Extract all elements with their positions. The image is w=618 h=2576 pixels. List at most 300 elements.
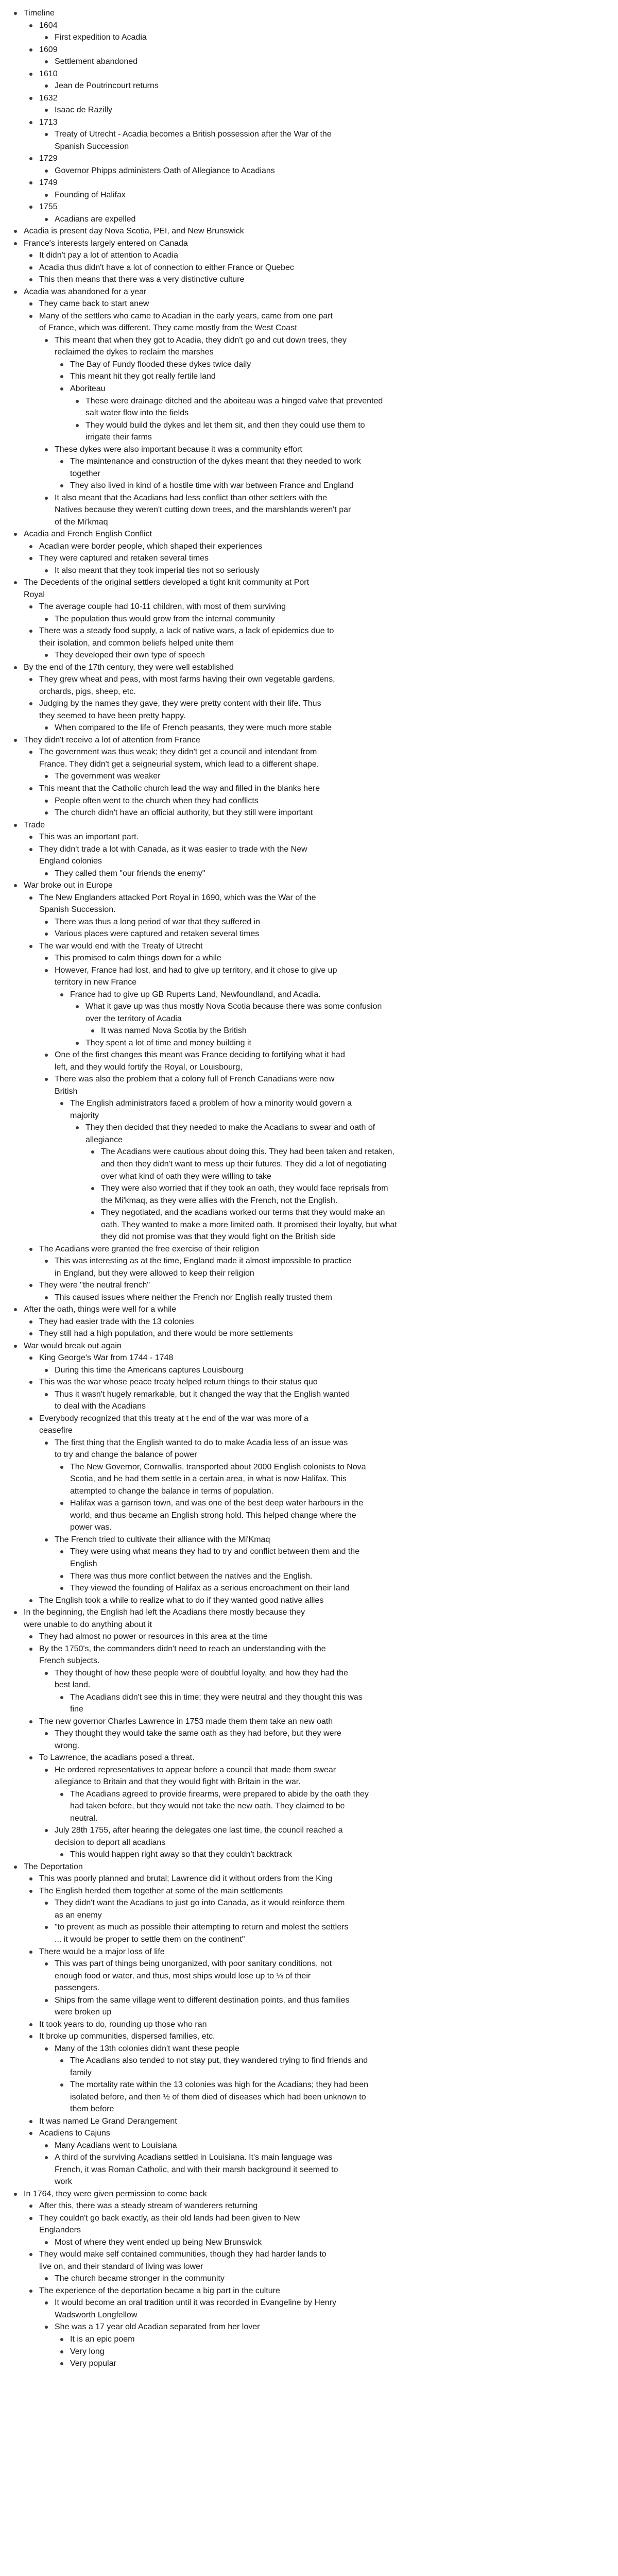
outline-item [37, 1716, 608, 1752]
outline-item-text[interactable]: Governor Phipps administers Oath of Allegiance to Acadians [55, 166, 275, 175]
outline-sublist [53, 1849, 608, 1861]
outline-item [83, 1001, 608, 1037]
outline-item-text[interactable]: After this, there was a steady stream of wanderers returning [39, 2201, 258, 2211]
outline-item [37, 2115, 608, 2128]
outline-item-text[interactable]: Many of the 13th colonies didn't want these people [55, 2044, 239, 2053]
outline-item [22, 734, 608, 819]
outline-item [68, 2079, 608, 2115]
outline-item [68, 455, 608, 480]
outline-item [37, 698, 608, 734]
outline-list [12, 7, 608, 2370]
outline-item [37, 831, 608, 843]
outline-item-text[interactable]: War would break out again [24, 1341, 122, 1350]
outline-item [37, 2285, 608, 2370]
outline-item [53, 770, 608, 783]
outline-sublist [53, 2333, 608, 2370]
outline-sublist [53, 1097, 608, 1243]
outline-item [22, 577, 608, 662]
outline-item [53, 1727, 608, 1752]
outline-item-text[interactable]: This would happen right away so that they couldn't backtrack [70, 1850, 292, 1859]
outline-item-text[interactable]: 1713 [39, 117, 58, 127]
outline-sublist [22, 673, 608, 734]
outline-item [37, 746, 608, 783]
outline-item-text[interactable]: They viewed the founding of Halifax as a serious encroachment on their land [70, 1584, 350, 1593]
outline-item-text[interactable]: The New Englanders attacked Port Royal in 1690, which was the War of the Spanish Succession. [39, 893, 316, 914]
outline-item-text[interactable]: Acadia and French English Conflict [24, 530, 152, 539]
outline-item [37, 843, 608, 880]
outline-item-text[interactable]: War broke out in Europe [24, 881, 113, 890]
outline-item-text[interactable]: They didn't want the Acadians to just go into Canada, as it would reinforce them as an enemy [55, 1899, 345, 1920]
outline-item [83, 1122, 608, 1243]
outline-item-text[interactable]: It also meant that the Acadians had less conflict than other settlers with the Natives because they weren't cutting down trees, and the marshlands weren't par of the Mi'kmaq [55, 493, 351, 527]
outline-item-text[interactable]: This then means that there was a very distinctive culture [39, 275, 245, 284]
outline-item-text[interactable]: "to prevent as much as possible their attempting to return and molest the settlers ... it would be proper to settle them on the continent" [55, 1923, 349, 1944]
outline-item-text[interactable]: Acadians are expelled [55, 214, 136, 224]
outline-sublist [37, 613, 608, 625]
outline-item [53, 31, 608, 44]
outline-sublist [37, 795, 608, 819]
outline-item-text[interactable]: This caused issues where neither the French nor English really trusted them [55, 1293, 332, 1302]
outline-item [37, 1243, 608, 1280]
outline-item-text[interactable]: There was also the problem that a colony full of French Canadians were now British [55, 1075, 335, 1096]
outline-item [37, 783, 608, 819]
outline-item [53, 1388, 608, 1413]
outline-item [68, 989, 608, 1049]
outline-sublist [83, 1025, 608, 1037]
outline-item-text[interactable]: Trade [24, 820, 45, 829]
outline-item [53, 2140, 608, 2152]
outline-item-text[interactable]: 1729 [39, 154, 58, 163]
outline-item-text[interactable]: They called them "our friends the enemy" [55, 869, 205, 878]
outline-item-text[interactable]: This was an important part. [39, 833, 139, 842]
outline-sublist [37, 2043, 608, 2115]
outline-sublist [22, 831, 608, 879]
outline-item [37, 2127, 608, 2188]
outline-sublist [37, 1667, 608, 1716]
outline-item [99, 1146, 608, 1182]
outline-item-text[interactable]: She was a 17 year old Acadian separated from her lover [55, 2323, 260, 2332]
outline-item-text[interactable]: It was named Le Grand Derangement [39, 2116, 177, 2126]
outline-item [22, 1606, 608, 1861]
outline-item [37, 20, 608, 44]
outline-sublist [37, 722, 608, 734]
outline-item [37, 2030, 608, 2115]
outline-item [37, 1643, 608, 1716]
outline-item-text[interactable]: During this time the Americans captures Louisbourg [55, 1365, 244, 1375]
outline-sublist [37, 2236, 608, 2249]
outline-item-text[interactable]: It would become an oral tradition until it was recorded in Evangeline by Henry Wadsworth Longfellow [55, 2298, 336, 2319]
outline-item-text[interactable]: They didn't receive a lot of attention from France [24, 735, 200, 744]
outline-item-text[interactable]: He ordered representatives to appear before a council that made them swear allegiance to Britain and that they would fight with Britain in the war. [55, 1765, 336, 1787]
outline-item [68, 1461, 608, 1498]
outline-item-text[interactable]: It also meant that they took imperial ties not so seriously [55, 566, 260, 575]
outline-sublist [37, 334, 608, 528]
outline-sublist [68, 1001, 608, 1049]
outline-item-text[interactable]: However, France had lost, and had to give up territory, and it chose to give up territory in new France [55, 965, 337, 987]
outline-item-text[interactable]: They negotiated, and the acadians worked our terms that they would make an oath. They wanted to make a more limited oath. It promised their loyalty, but what they did not promise was that they would fight on the British side [101, 1208, 397, 1242]
outline-item [37, 201, 608, 225]
outline-item [68, 370, 608, 383]
outline-item [68, 1097, 608, 1243]
outline-sublist [37, 1388, 608, 1413]
outline-item [37, 2248, 608, 2285]
outline-item-text[interactable]: One of the first changes this meant was France deciding to fortifying what it had left, and they would fortify the Royal, or Louisbourg, [55, 1050, 345, 1072]
outline-item-text[interactable]: They thought of how these people were of doubtful loyalty, and how they had the best land. [55, 1668, 348, 1690]
outline-item-text[interactable]: In the beginning, the English had left the Acadians there mostly because they were unable to do anything about it [24, 1608, 305, 1629]
outline-item [53, 56, 608, 68]
outline-item [22, 879, 608, 1303]
outline-item [22, 2188, 608, 2370]
outline-item-text[interactable]: The government was thus weak; they didn't get a council and intendant from France. They didn't get a seigneurial system, which lead to a different shape. [39, 748, 319, 769]
outline-item [83, 1037, 608, 1049]
outline-item-text[interactable]: Judging by the names they gave, they were pretty content with their life. Thus they seemed to have been pretty happy. [39, 699, 321, 720]
outline-item-text[interactable]: 1755 [39, 202, 58, 212]
outline-item-text[interactable]: The Decedents of the original settlers developed a tight knit community at Port Royal [24, 578, 310, 599]
outline-item-text[interactable]: The Acadians agreed to provide firearms, were prepared to abide by the oath they had taken before, but they would not take the new oath. They claimed to be neutral. [70, 1789, 369, 1823]
outline-item-text[interactable]: 1609 [39, 45, 58, 54]
outline-item-text[interactable]: They would build the dykes and let them sit, and then they could use them to irrigate their farms [85, 420, 365, 442]
outline-item [53, 1897, 608, 1921]
outline-item-text[interactable]: Most of where they went ended up being New Brunswick [55, 2238, 262, 2247]
outline-item [53, 165, 608, 177]
outline-item-text[interactable]: July 28th 1755, after hearing the delegates one last time, the council reached a decision to deport all acadians [55, 1826, 343, 1847]
outline-item-text[interactable]: These were drainage ditched and the aboiteau was a hinged valve that prevented salt water flow into the fields [85, 396, 383, 418]
outline-sublist [37, 2273, 608, 2285]
outline-item [37, 625, 608, 662]
outline-item-text[interactable]: King George's War from 1744 - 1748 [39, 1353, 174, 1363]
outline-item-text[interactable]: The church became stronger in the community [55, 2274, 225, 2283]
outline-item [68, 2333, 608, 2346]
outline-item [37, 552, 608, 577]
outline-item [68, 1788, 608, 1825]
outline-item [53, 964, 608, 1049]
outline-item-text[interactable]: The Acadians were granted the free exercise of their religion [39, 1244, 259, 1253]
outline-item-text[interactable]: 1610 [39, 69, 58, 78]
outline-item [37, 177, 608, 201]
outline-item-text[interactable]: Very long [70, 2347, 105, 2356]
outline-item [22, 1340, 608, 1606]
outline-item-text[interactable]: It took years to do, rounding up those who ran [39, 2020, 207, 2029]
outline-sublist [22, 298, 608, 528]
outline-sublist [37, 165, 608, 177]
outline-item-text[interactable]: They were using what means they had to try and conflict between them and the English [70, 1547, 360, 1568]
outline-item-text[interactable]: Various places were captured and retaken several times [55, 929, 260, 939]
outline-item-text[interactable]: They still had a high population, and there would be more settlements [39, 1329, 293, 1338]
outline-item-text[interactable]: They were also worried that if they took an oath, they would face reprisals from the Mi'kmaq, as they were allies with the French, not the English. [101, 1184, 388, 1205]
outline-item-text[interactable]: Ships from the same village went to different destination points, and thus families were broken up [55, 1995, 350, 2017]
outline-item-text[interactable]: This was part of things being unorganized, with poor sanitary conditions, not enough food or water, and thus, most ships would lose up to ⅓ of their passengers. [55, 1959, 332, 1993]
outline-item [37, 2200, 608, 2212]
outline-item-text[interactable]: What it gave up was thus mostly Nova Scotia because there was some confusion over the territory of Acadia [85, 1002, 382, 1023]
outline-item [53, 104, 608, 116]
outline-item-text[interactable]: Many of the settlers who came to Acadian in the early years, came from one part of France, which was different. They came mostly from the West Coast [39, 311, 333, 333]
outline-item [22, 662, 608, 734]
outline-item [68, 1570, 608, 1583]
outline-item [37, 673, 608, 698]
outline-item [68, 1497, 608, 1534]
outline-item [37, 1595, 608, 1607]
outline-item-text[interactable]: Treaty of Utrecht - Acadia becomes a British possession after the War of the Spanish Succession [55, 130, 332, 151]
outline-item-text[interactable]: 1632 [39, 93, 58, 103]
outline-item [37, 2019, 608, 2031]
outline-sublist [22, 1352, 608, 1606]
outline-item-text[interactable]: The government was weaker [55, 772, 161, 781]
outline-item-text[interactable]: The maintenance and construction of the dykes meant that they needed to work together [70, 457, 361, 478]
outline-item [37, 1279, 608, 1303]
outline-item-text[interactable]: The first thing that the English wanted to do to make Acadia less of an issue was to try and change the balance of power [55, 1438, 348, 1460]
outline-item-text[interactable]: 1749 [39, 178, 58, 188]
outline-item-text[interactable]: Acadiens to Cajuns [39, 2129, 110, 2138]
outline-item-text[interactable]: The Acadians were cautious about doing this. They had been taken and retaken, and then they didn't want to mess up their futures. They did a lot of negotiating over what kind of oath they were willing to take [101, 1147, 394, 1181]
outline-item-text[interactable]: There was a steady food supply, a lack of native wars, a lack of epidemics due to their isolation, and common beliefs helped unite them [39, 626, 334, 648]
outline-sublist [37, 2297, 608, 2369]
outline-item [37, 116, 608, 153]
outline-sublist [37, 1437, 608, 1595]
outline-item [53, 2297, 608, 2321]
outline-item-text[interactable]: The Acadians didn't see this in time; they were neutral and they thought this was fine [70, 1692, 363, 1714]
outline-item-text[interactable]: The New Governor, Cornwallis, transported about 2000 English colonists to Nova Scotia, and he had them settle in a certain area, in what is now Halifax. This attempted to change the balance in terms of population. [70, 1462, 366, 1496]
outline-sublist [22, 249, 608, 286]
outline-item-text[interactable]: Founding of Halifax [55, 190, 126, 199]
outline-item-text[interactable]: This meant that the Catholic church lead the way and filled in the blanks here [39, 784, 320, 793]
outline-item [22, 528, 608, 577]
outline-item-text[interactable]: The church didn't have an official authority, but they still were important [55, 808, 313, 818]
outline-item [53, 649, 608, 662]
outline-sublist [37, 770, 608, 783]
outline-item [53, 868, 608, 880]
outline-item-text[interactable]: Acadia was abandoned for a year [24, 287, 147, 296]
outline-item [53, 80, 608, 92]
outline-sublist [37, 104, 608, 116]
outline-item-text[interactable]: After the oath, things were well for a while [24, 1305, 177, 1314]
outline-sublist [22, 892, 608, 1304]
outline-item-text[interactable]: The French tried to cultivate their alliance with the Mi'Kmaq [55, 1535, 270, 1544]
outline-item-text[interactable]: They had easier trade with the 13 colonies [39, 1317, 194, 1326]
outline-item-text[interactable]: The Acadians also tended to not stay put, they wandered trying to find friends and family [70, 2056, 368, 2077]
outline-item [37, 44, 608, 68]
outline-sublist [37, 952, 608, 1243]
outline-item-text[interactable]: Halifax was a garrison town, and was one of the best deep water harbours in the world, and thus became an English strong hold. This helped change where the power was. [70, 1499, 364, 1532]
outline-item [37, 601, 608, 625]
outline-item-text[interactable]: France's interests largely entered on Canada [24, 239, 188, 248]
outline-item-text[interactable]: There would be a major loss of life [39, 1947, 165, 1956]
outline-item [53, 1049, 608, 1073]
outline-sublist [22, 1316, 608, 1340]
outline-item-text[interactable]: They were "the neutral french" [39, 1281, 150, 1290]
outline-item-text[interactable]: They developed their own type of speech [55, 651, 205, 660]
outline-sublist [68, 395, 608, 444]
outline-item-text[interactable]: A third of the surviving Acadians settled in Louisiana. It's main language was French, it was Roman Catholic, and with their marsh background it seemed to work [55, 2153, 338, 2187]
outline-item [53, 1437, 608, 1534]
outline-item-text[interactable]: Acadian were border people, which shaped their experiences [39, 541, 263, 551]
outline-item-text[interactable]: They didn't trade a lot with Canada, as it was easier to trade with the New England colonies [39, 844, 307, 866]
outline-item-text[interactable]: This promised to calm things down for a while [55, 954, 221, 963]
outline-item [53, 613, 608, 625]
outline-item [53, 1994, 608, 2019]
outline-item-text[interactable]: The experience of the deportation became a big part in the culture [39, 2286, 280, 2295]
outline-item-text[interactable]: This was the war whose peace treaty helped return things to their status quo [39, 1378, 318, 1387]
outline-item [53, 444, 608, 492]
outline-item [53, 189, 608, 201]
outline-item-text[interactable]: The Deportation [24, 1862, 83, 1871]
outline-item [53, 565, 608, 577]
outline-item [68, 359, 608, 371]
outline-item [53, 2151, 608, 2188]
outline-item-text[interactable]: They spent a lot of time and money building it [85, 1038, 251, 1047]
outline-item [68, 2358, 608, 2370]
outline-item [37, 1328, 608, 1340]
outline-sublist [37, 2140, 608, 2188]
outline-item [53, 492, 608, 529]
outline-item-text[interactable]: They grew wheat and peas, with most farms having their own vegetable gardens, orchards, pigs, sheep, etc. [39, 675, 335, 696]
outline-item [37, 1352, 608, 1376]
outline-item [53, 807, 608, 819]
outline-sublist [37, 31, 608, 44]
outline-item-text[interactable]: Acadia thus didn't have a lot of connection to either France or Quebec [39, 263, 294, 272]
outline-item [22, 238, 608, 286]
outline-item [22, 1303, 608, 1340]
outline-sublist [37, 1292, 608, 1304]
outline-item [37, 1873, 608, 1885]
outline-item [68, 1849, 608, 1861]
outline-item [37, 1376, 608, 1413]
outline-item-text[interactable]: Timeline [24, 9, 55, 18]
outline-item-text[interactable]: The English administrators faced a problem of how a minority would govern a majority [70, 1099, 352, 1120]
outline-item-text[interactable]: Aboriteau [70, 384, 106, 393]
outline-item [22, 7, 608, 225]
outline-item-text[interactable]: The population thus would grow from the internal community [55, 614, 275, 623]
outline-sublist [37, 213, 608, 226]
outline-item-text[interactable]: They couldn't go back exactly, as their old lands had been given to New Englanders [39, 2213, 300, 2235]
outline-item-text[interactable]: Very popular [70, 2359, 116, 2368]
outline-item-text[interactable]: They then decided that they needed to make the Acadians to swear and oath of allegiance [85, 1123, 375, 1144]
outline-item [37, 92, 608, 116]
outline-item [68, 1691, 608, 1716]
outline-sublist [37, 189, 608, 201]
outline-item-text[interactable]: 1604 [39, 21, 58, 30]
outline-sublist [22, 601, 608, 662]
outline-item-text[interactable]: Thus it wasn't hugely remarkable, but it changed the way that the English wanted to deal with the Acadians [55, 1389, 350, 1411]
outline-item-text[interactable]: Everybody recognized that this treaty at t he end of the war was more of a ceasefire [39, 1414, 308, 1435]
outline-item [37, 1946, 608, 2019]
outline-item [37, 298, 608, 310]
outline-item-text[interactable]: It broke up communities, dispersed families, etc. [39, 2032, 215, 2041]
outline-item-text[interactable]: This was poorly planned and brutal; Lawrence did it without orders from the King [39, 1874, 333, 1884]
outline-item-text[interactable]: They were captured and retaken several times [39, 554, 209, 563]
outline-item-text[interactable]: When compared to the life of French peasants, they were much more stable [55, 723, 332, 733]
outline-item-text[interactable]: This meant that when they got to Acadia, they didn't go and cut down trees, they reclaimed the dykes to reclaim the marshes [55, 335, 347, 357]
outline-item-text[interactable]: This meant hit they got really fertile land [70, 372, 216, 381]
outline-item-text[interactable]: To Lawrence, the acadians posed a threat. [39, 1753, 195, 1762]
outline-item-text[interactable]: The mortality rate within the 13 colonies was high for the Acadians; they had been isolated before, and then ½ of them died of diseases which had been unknown to them before [70, 2080, 369, 2114]
outline-item [53, 334, 608, 444]
outline-sublist [37, 649, 608, 662]
outline-sublist [22, 2200, 608, 2369]
outline-item-text[interactable]: First expedition to Acadia [55, 33, 147, 42]
outline-item-text[interactable]: The war would end with the Treaty of Utrecht [39, 941, 203, 951]
outline-item [83, 419, 608, 444]
outline-item [53, 2273, 608, 2285]
outline-sublist [53, 359, 608, 444]
outline-item-text[interactable]: They thought they would take the same oath as they had before, but they were wrong. [55, 1729, 341, 1750]
outline-item [53, 952, 608, 964]
outline-item-text[interactable]: It is an epic poem [70, 2335, 135, 2344]
outline-sublist [22, 540, 608, 577]
outline-item-text[interactable]: The average couple had 10-11 children, with most of them surviving [39, 602, 286, 612]
outline-item-text[interactable]: They also lived in kind of a hostile time with war between France and England [70, 481, 354, 490]
outline-sublist [22, 746, 608, 819]
outline-item-text[interactable]: It was named Nova Scotia by the British [101, 1026, 247, 1036]
outline-item [68, 480, 608, 492]
outline-item [37, 310, 608, 528]
outline-item [99, 1182, 608, 1207]
outline-item [53, 1292, 608, 1304]
outline-item-text[interactable]: They had almost no power or resources in this area at the time [39, 1632, 268, 1641]
outline-item [53, 1921, 608, 1945]
outline-item [53, 1667, 608, 1716]
outline-item [37, 540, 608, 553]
outline-sublist [37, 56, 608, 68]
outline-sublist [37, 868, 608, 880]
outline-sublist [37, 1255, 608, 1279]
outline-item [68, 2346, 608, 2358]
outline-item-text[interactable]: The new governor Charles Lawrence in 1753 made them them take an new oath [39, 1717, 333, 1726]
outline-item [53, 128, 608, 152]
outline-sublist [37, 916, 608, 940]
outline-sublist [53, 1461, 608, 1534]
outline-sublist [22, 1873, 608, 2188]
outline-item-text[interactable]: France had to give up GB Ruperts Land, Newfoundland, and Acadia. [70, 990, 321, 999]
outline-item-text[interactable]: The English took a while to realize what to do if they wanted good native allies [39, 1596, 324, 1605]
outline-sublist [37, 1958, 608, 2019]
outline-item [37, 1752, 608, 1861]
outline-item-text[interactable]: Acadia is present day Nova Scotia, PEI, and New Brunswick [24, 227, 244, 236]
outline-item [53, 2043, 608, 2115]
outline-item-text[interactable]: They came back to start anew [39, 299, 149, 309]
outline-item [37, 249, 608, 262]
outline-item-text[interactable]: Isaac de Razilly [55, 106, 113, 115]
outline-item-text[interactable]: There was thus more conflict between the natives and the English. [70, 1571, 313, 1581]
outline-item-text[interactable]: These dykes were also important because it was a community effort [55, 445, 302, 454]
outline-item-text[interactable]: It didn't pay a lot of attention to Acadia [39, 251, 178, 260]
outline-item-text[interactable]: They would make self contained communities, though they had harder lands to live on, and their standard of living was lower [39, 2250, 327, 2271]
outline-item [37, 940, 608, 1243]
outline-item [53, 928, 608, 940]
outline-sublist [53, 1546, 608, 1594]
outline-item-text[interactable]: In 1764, they were given permission to come back [24, 2189, 207, 2198]
outline-item-text[interactable]: This was interesting as at the time, England made it almost impossible to practice in England, but they were allowed to keep their religion [55, 1257, 352, 1278]
outline-item [99, 1025, 608, 1037]
outline-item-text[interactable]: People often went to the church when they had conflicts [55, 796, 259, 805]
outline-sublist [37, 1727, 608, 1752]
outline-item-text[interactable]: By the end of the 17th century, they were well established [24, 663, 234, 672]
outline-item-text[interactable]: There was thus a long period of war that they suffered in [55, 917, 261, 926]
outline-item [53, 1364, 608, 1377]
outline-item-text[interactable]: By the 1750's, the commanders didn't need to reach an understanding with the French subjects. [39, 1644, 326, 1666]
outline-item [53, 2236, 608, 2249]
outline-item [53, 1824, 608, 1861]
outline-item-text[interactable]: The Bay of Fundy flooded these dykes twice daily [70, 360, 251, 369]
outline-item-text[interactable]: Jean de Poutrincourt returns [55, 81, 159, 91]
outline-item [68, 1546, 608, 1570]
outline-sublist [22, 1631, 608, 1861]
outline-item [37, 274, 608, 286]
outline-item-text[interactable]: Settlement abandoned [55, 57, 138, 66]
outline-item-text[interactable]: The English herded them together at some of the main settlements [39, 1886, 283, 1895]
outline-item-text[interactable]: Many Acadians went to Louisiana [55, 2141, 177, 2150]
outline-sublist [37, 1897, 608, 1945]
outline-item [37, 262, 608, 274]
